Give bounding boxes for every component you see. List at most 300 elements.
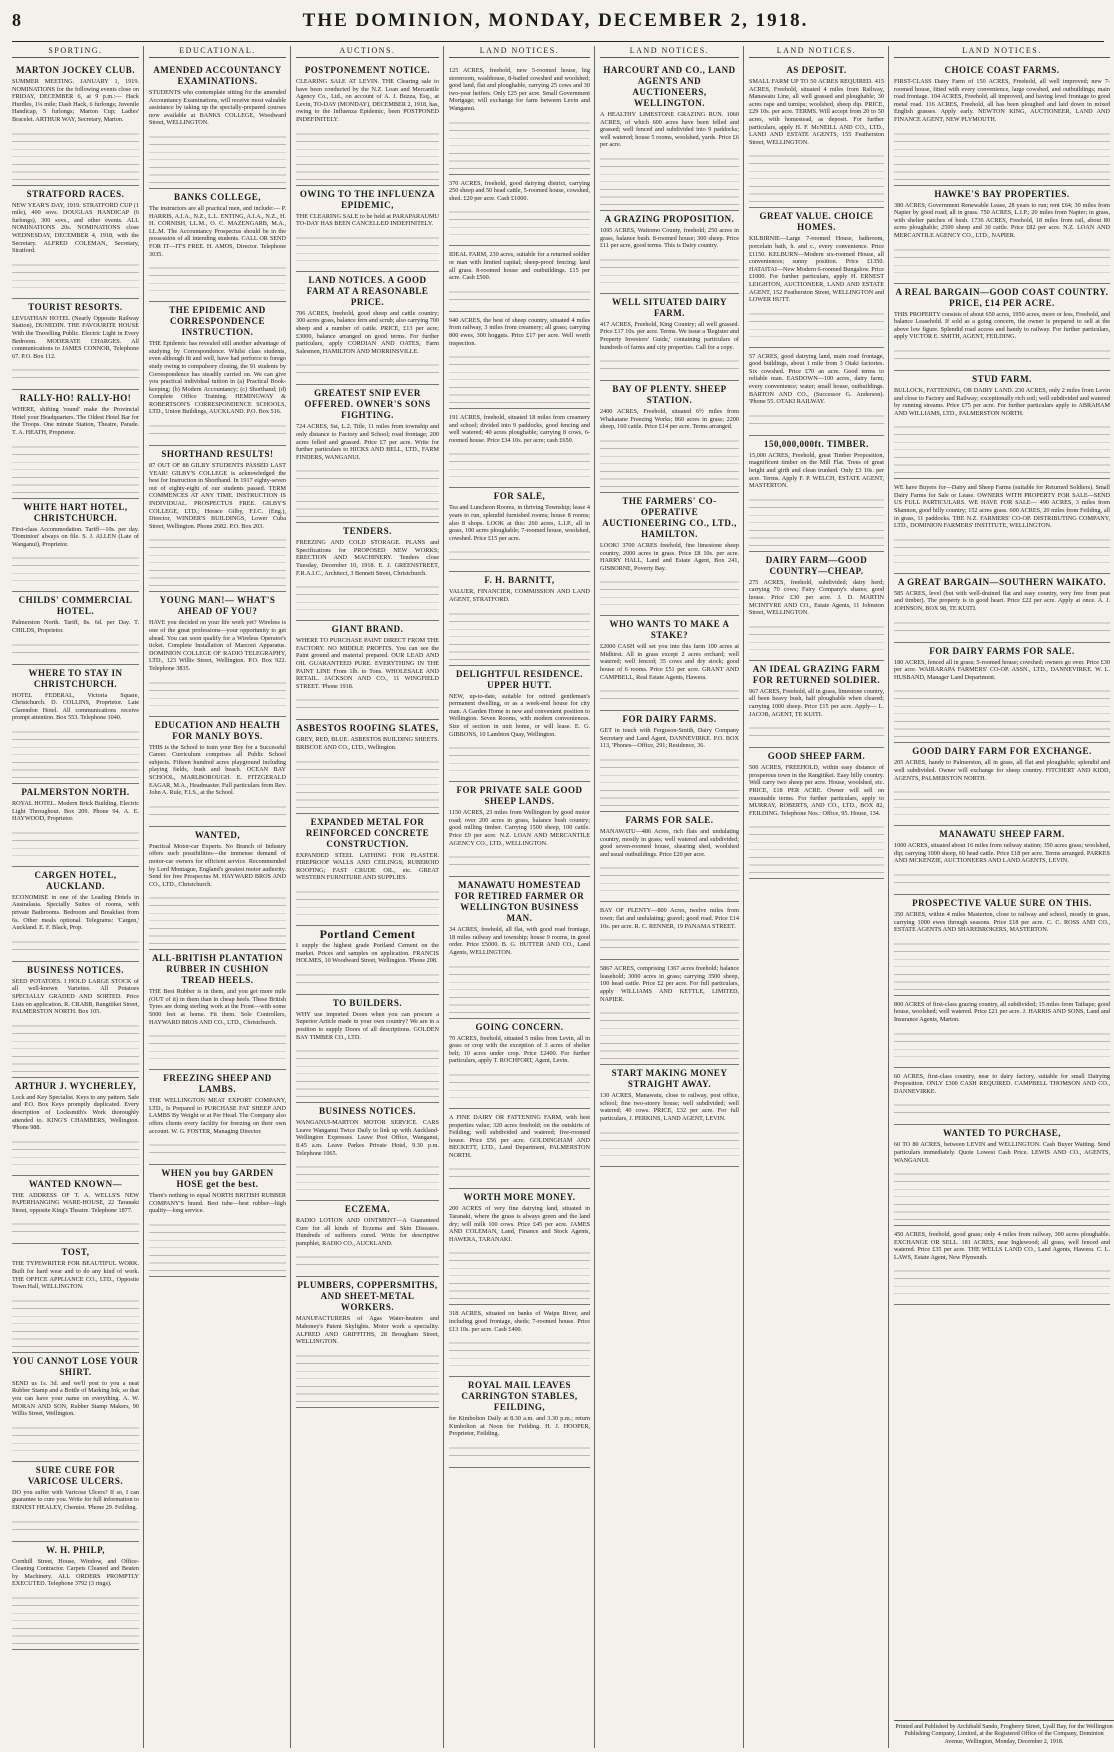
small-print-lines	[894, 617, 1110, 637]
ad-body: The instructors are all practical men, and include:— P. HARRIS, A.I.A., N.Z., L.L. ENTING, A.I.A., N.Z., H. H. CORNISH, LL.M., O. C. MAZENGARB, M.A., LL.M. The Accountancy Prospectus should be in the possession of all intending students. CALL OR SEND FOR IT—IT'S FREE. H. AMOS, Director. Telephone 3035.	[149, 204, 286, 258]
advertisement	[749, 661, 884, 748]
column-heading: LAND NOTICES.	[749, 46, 884, 58]
ad-title: WANTED,	[194, 829, 241, 840]
ad-title: FREEZING SHEEP AND LAMBS.	[163, 1073, 272, 1095]
ad-title: BAY OF PLENTY. SHEEP STATION.	[612, 384, 727, 406]
ad-body: Practical Motor-car Experts. No Branch of Industry offers such possibilities—the immense demand of motor-car owners for efficient service. Recommended by Lord Montague, England's greatest motor authority. Send for free Prospectus M. HAYWARD BROS AND CO., LTD., Christchurch.	[149, 842, 286, 888]
ad-title: GOOD SHEEP FARM.	[767, 751, 866, 762]
advertisement	[894, 284, 1110, 371]
advertisement	[12, 299, 139, 391]
ad-title: BUSINESS NOTICES.	[26, 964, 125, 975]
ad-title: RALLY-HO! RALLY-HO!	[19, 393, 132, 404]
ad-body: 275 ACRES, freehold, subdivided; dairy herd; carrying 70 cows; Fairy Company's shares; good house. Price £30 per acre. J. D. MARTIN MCINTYRE AND CO., Estate Agents, 11 Johnston Street, WELLINGTON.	[749, 578, 884, 617]
ad-body: NEW, up-to-date, suitable for retired gentleman's permanent dwelling, or as a week-end house for city man. A Garden Home in new and convenient position to Wellington. Seven Rooms, with modern conveniences. Size of section in unit home, or will lease. E. G. GIBBONS, 10 Lambton Quay, Wellington.	[449, 692, 590, 738]
advertisement	[749, 208, 884, 347]
advertisement	[449, 1019, 590, 1109]
ad-title: TOST,	[61, 1247, 90, 1258]
small-print-lines	[296, 581, 439, 615]
advertisement	[449, 312, 590, 409]
ad-body: BAY OF PLENTY—800 Acres, twelve miles from town; flat and undulating; gravel; good road. Price £14 10s. per acre. R. C. RENNER, 19 PANAMA STREET.	[600, 907, 739, 930]
ad-title: WHEN you buy GARDEN HOSE get the best.	[161, 1168, 274, 1190]
small-print-lines	[894, 1028, 1110, 1062]
ad-title: ASBESTOS ROOFING SLATES,	[296, 723, 439, 734]
ad-title: FOR PRIVATE SALE GOOD SHEEP LANDS.	[456, 785, 583, 807]
small-print-lines	[12, 552, 139, 586]
ad-body: THE ADDRESS OF T. A. WELLS'S NEW PAPERHANGING WARE-HOUSE, 22 Taranaki Street, opposite King's Theatre. Telephone 1877.	[12, 1191, 139, 1214]
advertisement	[894, 479, 1110, 574]
small-print-lines	[296, 1161, 439, 1195]
ad-body: HOTEL FEDERAL, Victoria Square, Christchurch. D. COLLINS, Proprietor. Late Clarendon Hotel. All communications receive prompt attention. Box 553. Telephone 1040.	[12, 691, 139, 722]
small-print-lines	[149, 534, 286, 586]
ad-body: 318 ACRES, situated on banks of Waipu River, and including good frontage, sheds; 7-roomed house. Price £13 10s. per acre. Cash £400.	[449, 1310, 590, 1333]
small-print-lines	[296, 1251, 439, 1271]
ad-body: 60 ACRES, first-class country, near to dairy factory, suitable for small Dairying Proposition. ONLY £300 CASH REQUIRED. CAMPBELL THOMSON AND CO., DANNEVIRKE.	[894, 1072, 1110, 1095]
advertisement	[296, 621, 439, 720]
ad-body: FREEZING AND COLD STORAGE. PLANS and Specifications for PROPOSED NEW WORKS; ERECTION AND MACHINERY. Tenders close Tuesday, December 10, 1918. E. J. GREENSTREET, F.R.A.I.C., Architect, 3 Bennett Street, Christchurch.	[296, 539, 439, 577]
ad-title: EDUCATION AND HEALTH FOR MANLY BOYS.	[154, 719, 281, 741]
advertisement	[894, 826, 1110, 895]
ad-title: CHILDS' COMMERCIAL HOTEL.	[18, 595, 133, 617]
ad-body: THE WELLINGTON MEAT EXPORT COMPANY, LTD., Is Prepared to PURCHASE FAT SHEEP AND LAMBS By Weight or at Per Head. The Company also offers clients every facility for freezing on their own account. W. G. FOSTER, Managing Director.	[149, 1097, 286, 1135]
advertisement	[600, 616, 739, 711]
ad-title: GOOD DAIRY FARM FOR EXCHANGE.	[912, 746, 1092, 757]
ad-body: BULLOCK, FATTENING, OR DAIRY LAND. 230 ACRES, only 2 miles from Levin and close to Factory and Railway; exceptionally rich soil; well subdivided and watered by running streams. Price £75 per acre. For further particulars apply to ABRAHAM AND WILLIAMS, LTD., PALMERSTON NORTH.	[894, 386, 1110, 417]
advertisement	[894, 371, 1110, 479]
ad-body: SMALL FARM UP TO 50 ACRES REQUIRED. 415 ACRES, Freehold, situated 4 miles from Railway, Manawatu Line, all well grassed and ploughable; 30 acres rape and turnips; woolshed, sheep dip. PRICE, £29 10s. per acre. TERMS. Will accept from 20 to 50 acres, with homestead, as deposit. For further particulars, apply H. F. McNEILL AND CO., LTD., LAND AND ESTATE AGENTS, 155 Featherston Street, WELLINGTON.	[749, 78, 884, 146]
ad-body: CLEARING SALE AT LEVIN. THE Clearing sale to have been conducted by the N.Z. Loan and Mercantile Agency Co., Ltd., on account of A. J. Buzza, Esq., at Levin, TO-DAY (MONDAY), DECEMBER 2, 1918, has, owing to the Influenza Epidemic, been POSTPONED INDEFINITELY.	[296, 78, 439, 123]
small-print-lines	[894, 128, 1110, 180]
ad-body: Lock and Key Specialist. Keys to any pattern. Safe and P.O. Box Keys promptly duplicated. Every description of Locksmith's Work thoroughly attended to. KING'S CHAMBERS, Wellington. 'Phone 988.	[12, 1093, 139, 1132]
small-print-lines	[894, 421, 1110, 473]
advertisement	[296, 186, 439, 272]
column-2	[149, 46, 291, 1748]
advertisement	[296, 720, 439, 813]
ad-title: YOUNG MAN!— WHAT'S AHEAD OF YOU?	[159, 595, 276, 617]
small-print-lines	[12, 364, 139, 384]
ad-title: TOURIST RESORTS.	[28, 301, 123, 312]
advertisement	[296, 523, 439, 621]
ad-title: HAWKE'S BAY PROPERTIES.	[934, 188, 1070, 199]
ad-title: F. H. BARNITT,	[484, 575, 555, 586]
ad-body: STUDENTS who contemplate sitting for the amended Accountancy Examinations, will receive most valuable assistance by taking up the specially-prepared courses now available at BANKS COLLEGE, Woodward Street, WELLINGTON.	[149, 89, 286, 127]
small-print-lines	[449, 1069, 590, 1103]
ad-title: SURE CURE FOR VARICOSE ULCERS.	[27, 1464, 124, 1486]
small-print-lines	[600, 685, 739, 705]
small-print-lines	[600, 934, 739, 954]
advertisement	[149, 189, 286, 302]
ad-title: WANTED KNOWN—	[28, 1178, 123, 1189]
ad-body: 191 ACRES, freehold, situated 18 miles from creamery and school; divided into 9 paddocks, good fencing and well watered; 40 acres ploughable; carrying 8 cows, 6-roomed house. Price £34 10s. per acre; cash £650.	[449, 414, 590, 444]
ad-body: VALUER, FINANCIER, COMMISSION AND LAND AGENT, STRATFORD.	[449, 588, 590, 604]
small-print-lines	[600, 754, 739, 806]
small-print-lines	[296, 694, 439, 714]
column-6	[749, 46, 889, 1748]
ad-title: WHITE HART HOTEL, CHRISTCHURCH.	[23, 501, 128, 523]
column-heading: EDUCATIONAL.	[149, 46, 286, 58]
ad-body: DO you suffer with Varicose Ulcers? If so, I can guarantee to cure you. Write for full information to ERNEST HEALEY, Chemist. 'Phone 29. Feilding.	[12, 1488, 139, 1511]
small-print-lines	[600, 435, 739, 487]
ad-body: 180 ACRES, fenced all in grass; 5-roomed house; cowshed; owners go over. Price £30 per acre. WAIRARAPA FARMERS' CO-OP. ASSN., LTD., DANNEVIRKE. W. L. HUSBAND, Manager Land Department.	[894, 658, 1110, 681]
advertisement	[600, 960, 739, 1065]
advertisement	[149, 1165, 286, 1277]
ad-body: LEVIATHAN HOTEL (Nearly Opposite Railway Station), DUNEDIN. THE FAVOURITE HOUSE With the Travelling Public. Electric Light in Every Bedroom. MODERATE CHARGES. All communications to JAMES CONNOR, Telephone 67. P.O. Box 112.	[12, 314, 139, 360]
advertisement	[149, 950, 286, 1070]
ad-body: 1000 ACRES, situated about 16 miles from railway station; 350 acres grass; woolshed, dip; carrying 1000 sheep, 60 head cattle. Price £18 per acre. Terms arranged. PARKES AND MCKENZIE, AUCTIONEERS AND LAND AGENTS, LEVIN.	[894, 842, 1110, 865]
ad-title: A REAL BARGAIN—GOOD COAST COUNTRY. PRICE, £14 PER ACRE.	[895, 286, 1109, 308]
small-print-lines	[894, 786, 1110, 820]
ad-body: 60 TO 80 ACRES, between LEVIN and WELLINGTON. Cash Buyer Waiting. Send particulars immediately. Quote Lowest Cash Price. LEWIS AND CO., AGENTS, WANGANUI.	[894, 1141, 1110, 1164]
small-print-lines	[449, 206, 590, 240]
small-print-lines	[12, 1516, 139, 1536]
small-print-lines	[449, 851, 590, 871]
small-print-lines	[149, 677, 286, 711]
advertisement	[296, 814, 439, 926]
small-print-lines	[600, 576, 739, 610]
ad-body: 200 ACRES of very fine dairying land, situated in Taranaki, where the grass is always green and the land dry; will milk 100 cows. Price £45 per acre. JAMES AND COLEMAN, Land, Finance and Stock Agents, HAWERA, TARANAKI.	[449, 1205, 590, 1243]
ad-title: A GRAZING PROPOSITION.	[604, 213, 735, 224]
ad-body: 87 OUT OF 88 GILBY STUDENTS PASSED LAST YEAR! GILBY'S COLLEGE is acknowledged the best for Instruction in Shorthand. In 1917 eighty-seven out of eighty-eight of our students passed. TERM COMMENCES AT ANY TIME. INSTRUCTION IS INDIVIDUAL. PROSPECTUS FREE. GILBY'S COLLEGE, LTD., Horace Gilby, F.I.C. (Eng.), Director, WINDER'S BUILDINGS, Lower Cuba Street, Wellington. Phone 2682. P.O. Box 203.	[149, 462, 286, 530]
small-print-lines	[12, 1422, 139, 1456]
ad-title: ECZEMA.	[344, 1204, 391, 1215]
ad-title: WELL SITUATED DAIRY FARM.	[611, 296, 728, 318]
ad-title: FOR DAIRY FARMS FOR SALE.	[929, 645, 1075, 656]
ad-body: GET in touch with Ferguson-Smith, Dairy Company Secretary and Land Agent, DANNEVIRKE. P.O. BOX 113, 'Phones—Office, 291; Residence, 36.	[600, 727, 739, 750]
ad-body: FIRST-CLASS Dairy Farm of 150 ACRES, Freehold, all well improved; new 7-roomed house, fitted with every convenience, large cowshed, and outbuildings; main road frontage. 104 ACRES, Freehold, all improved, and having level frontage to good metal road. 116 ACRES, Freehold, all has been ploughed and laid down in mixed English grasses. Apply early. NEWTON KING, AUCTIONEER, LAND AND FINANCE AGENT, NEW PLYMOUTH.	[894, 78, 1110, 123]
ad-body: WHERE, shifting 'round' make the Provincial Hotel your Headquarters. The Oldest Hotel Bar for the Troops. One minute Station, Theatre, Parade. T. A. HEATH, Proprietor.	[12, 406, 139, 437]
ad-title: EXPANDED METAL FOR REINFORCED CONCRETE CONSTRUCTION.	[305, 816, 430, 849]
small-print-lines	[600, 1127, 739, 1161]
small-print-lines	[894, 1265, 1110, 1299]
small-print-lines	[749, 621, 884, 655]
small-print-lines	[894, 1099, 1110, 1119]
ad-title: ALL-BRITISH PLANTATION RUBBER IN CUSHION TREAD HEELS.	[152, 953, 283, 986]
ad-body: ROYAL HOTEL. Modern Brick Building. Electric Light Throughout. Box 209. Phone 94. A. E. HAYWOOD, Proprietor.	[12, 800, 139, 823]
ad-title: POSTPONEMENT NOTICE.	[304, 65, 431, 75]
advertisement	[600, 902, 739, 960]
column-heading: LAND NOTICES.	[449, 46, 590, 58]
masthead	[12, 10, 1104, 42]
advertisement	[749, 62, 884, 208]
column-3	[296, 46, 444, 1748]
ad-body: THE Best Rubber is in them, and you get more mile (OUT of it) in them than in cheap heels. These British Tyres are doing sterling work at the Front—with some 5000 feet at home. Fit them. Sole Controllers, HAYWARD BROS AND CO., LTD., Christchurch.	[149, 988, 286, 1026]
small-print-lines	[149, 420, 286, 440]
ad-title: PALMERSTON NORTH.	[21, 787, 130, 797]
small-print-lines	[149, 262, 286, 296]
small-print-lines	[296, 359, 439, 379]
advertisement	[149, 302, 286, 446]
small-print-lines	[449, 961, 590, 1013]
small-print-lines	[600, 1007, 739, 1059]
ad-title: TO BUILDERS.	[332, 997, 403, 1008]
advertisement	[894, 996, 1110, 1068]
ad-body: 800 ACRES of first-class grazing country, all subdivided; 15 miles from Taihape; good house, woolshed; well watered. Price £21 per acre. J. HARRIS AND SONS, Land and Insurance Agents, Marton.	[894, 1000, 1110, 1023]
ad-body: 380 ACRES, Government Renewable Lease, 28 years to run; rent £64; 30 miles from Napier by good road; all in grass. 750 ACRES, L.I.P.; 20 miles from Napier; in grass, with shelter patches of bush. 1736 ACRES, Freehold, 18 miles from rail, about 80 acres ploughable; 2500 sheep and 30 cattle. Price £82 per acre. N.Z. LOAN AND MERCANTILE AGENCY CO., LTD., NAPIER.	[894, 201, 1110, 239]
advertisement	[12, 1078, 139, 1176]
ad-body: First-class Accommodation. Tariff—10s. per day. 'Dominion' always on file. S. J. ALLEN (Late of Wanganui), Proprietor.	[12, 525, 139, 548]
page-number: 8	[12, 10, 21, 30]
advertisement	[449, 1189, 590, 1305]
small-print-lines	[894, 869, 1110, 889]
small-print-lines	[149, 131, 286, 183]
ad-title: W. H. PHILP,	[45, 1544, 106, 1555]
advertisement	[12, 665, 139, 784]
advertisement	[296, 1201, 439, 1277]
ad-title: BANKS COLLEGE,	[173, 191, 262, 202]
ad-body: WHERE TO PURCHASE PAINT DIRECT FROM THE FACTORY. NO MIDDLE PROFITS. You can see the Paint ground and material prepared. OUR LEAD AND OIL GUARANTEED PURE. EVERYTHING IN THE PAINT LINE From 1lb. to Tons. WHOLESALE AND RETAIL. JACKSON AND CO., 11 WINGFIELD STREET. 'Phone 1918.	[296, 637, 439, 690]
advertisement	[449, 409, 590, 488]
ad-body: SEND us 1s. 3d. and we'll post to you a neat Rubber Stamp and a Bottle of Marking Ink, so that you can have your name on everything. A. W. MORAN AND SON, Rubber Stamp Makers, 90 Willis Street, Wellington.	[12, 1379, 139, 1418]
advertisement	[600, 381, 739, 493]
advertisement	[600, 294, 739, 381]
ad-title: HARCOURT AND CO., LAND AGENTS AND AUCTIONEERS, WELLINGTON.	[603, 65, 736, 108]
small-print-lines	[12, 639, 139, 659]
advertisement	[749, 436, 884, 552]
advertisement	[296, 272, 439, 386]
ad-body: 1150 ACRES, 23 miles from Wellington by good motor road; over 200 acres in grass, balance bush country; good milling timber. Carrying 1500 sheep, 100 cattle. Price £9 per acre. N.Z. LOAN AND MERCANTILE AGENCY CO., LTD., WELLINGTON.	[449, 809, 590, 847]
advertisement	[12, 1244, 139, 1352]
advertisement	[749, 748, 884, 879]
ad-title: CHOICE COAST FARMS.	[944, 65, 1060, 75]
ad-title: WORTH MORE MONEY.	[463, 1192, 576, 1203]
ad-body: Tea and Luncheon Rooms, in thriving Township; lease 4 years to run, splendid furnished rooms; house 8 rooms; also 8 shops. LOOK at this: 260 acres, L.I.P., all in grass, 100 acres ploughable; 7-roomed house, woolshed, cowshed. Price £15 per acre.	[449, 504, 590, 542]
small-print-lines	[12, 128, 139, 180]
small-print-lines	[600, 355, 739, 375]
ad-body: 15,000 ACRES, Freehold, great Timber Proposition, magnificent timber on the Mill Flat. Trees of great height and girth and clean trunked. Only £3 10s. per acre. Terms. Apply F. P. WELCH, ESTATE AGENT, MASTERTON.	[749, 451, 884, 490]
advertisement	[600, 211, 739, 294]
column-5	[600, 46, 744, 1748]
advertisement	[449, 572, 590, 665]
small-print-lines	[296, 1350, 439, 1402]
column-heading: AUCTIONS.	[296, 46, 439, 58]
advertisement	[149, 717, 286, 827]
ad-body: A HEALTHY LIMESTONE GRAZING RUN. 1060 ACRES, of which 600 acres have been felled and grassed; well fenced and subdivided into 9 paddocks; well watered; house 5 rooms, woolshed, yards. Price £6 per acre.	[600, 111, 739, 149]
ad-body: 706 ACRES, freehold, good sheep and cattle country; 300 acres grass, balance fern and scrub; also carrying 700 sheep and a number of cattle. PRICE, £13 per acre; £3000, balance arranged on good terms. For further particulars, apply CORDIAN AND OATES, Farm Salesmen, HAMILTON AND MORRINSVILLE.	[296, 309, 439, 355]
advertisement	[12, 1462, 139, 1542]
small-print-lines	[12, 1136, 139, 1170]
advertisement	[12, 390, 139, 498]
advertisement	[449, 1109, 590, 1190]
advertisement	[449, 666, 590, 783]
small-print-lines	[600, 153, 739, 205]
ad-body: 5867 ACRES, comprising 1367 acres freehold; balance leasehold; 3000 acres in grass; carrying 3500 sheep, 100 head cattle. Price £2 per acre. For full particulars, apply WILLIAMS AND KETTLE, LIMITED, NAPIER.	[600, 965, 739, 1003]
ad-title: STRATFORD RACES.	[26, 188, 125, 199]
ad-body: 370 ACRES, freehold, good dairying district, carrying 250 sheep and 50 head cattle, 5-roomed house, cowshed, shed. £20 per acre. Cash £1000.	[449, 179, 590, 202]
advertisement	[149, 827, 286, 951]
small-print-lines	[12, 936, 139, 956]
ad-body: I supply the highest grade Portland Cement on the market. Prices and samples on application. FRANCIS HOLMES, 10 Woodward Street, Wellington. 'Phone 208.	[296, 941, 439, 965]
advertisement	[894, 186, 1110, 284]
small-print-lines	[894, 1168, 1110, 1220]
small-print-lines	[149, 1139, 286, 1159]
advertisement	[449, 1305, 590, 1377]
advertisement	[894, 574, 1110, 643]
advertisement	[12, 784, 139, 867]
small-print-lines	[749, 821, 884, 873]
ad-body: 940 ACRES, the best of sheep country, situated 4 miles from railway, 3 miles from creamery; all grass; carrying 800 ewes, 300 hoggets. Price £17 per acre. Well worth inspection.	[449, 316, 590, 347]
advertisement	[296, 385, 439, 523]
small-print-lines	[894, 938, 1110, 990]
ad-body: WHY use imported Doors when you can procure a Superior Article made in your own country? We are in a position to supply Doors of all descriptions. GOLDEN BAY TIMBER CO., LTD.	[296, 1010, 439, 1041]
advertisement	[149, 62, 286, 189]
small-print-lines	[12, 827, 139, 861]
advertisement	[894, 1226, 1110, 1305]
ad-body: Cornhill Street, House, Window, and Office-Cleaning Contractor. Carpets Cleaned and Beaten by Machinery. ALL ORDERS PROMPTLY EXECUTED. Telephone 3792 (3 rings).	[12, 1557, 139, 1588]
advertisement	[894, 643, 1110, 744]
ad-body: WANGANUI-MARTON MOTOR SERVICE. CARS Leave Wanganui Twice Daily to link up with Auckland-Wellington Expresses. Leave Post Office, Wanganui, 8.45 a.m. Leave Parkes Private Hotel, 9.30 p.m. Telephone 1065.	[296, 1119, 439, 1157]
advertisement	[449, 877, 590, 1018]
small-print-lines	[449, 351, 590, 403]
advertisement	[894, 1125, 1110, 1226]
small-print-lines	[296, 232, 439, 266]
small-print-lines	[449, 448, 590, 482]
ad-title: MANAWATU HOMESTEAD FOR RETIRED FARMER OR WELLINGTON BUSINESS MAN.	[454, 880, 585, 924]
small-print-lines	[12, 1295, 139, 1347]
small-print-lines	[749, 150, 884, 202]
ad-title: A GREAT BARGAIN—SOUTHERN WAIKATO.	[897, 576, 1107, 587]
small-print-lines	[749, 722, 884, 742]
advertisement	[449, 488, 590, 572]
ad-title: PROSPECTIVE VALUE SURE ON THIS.	[912, 897, 1092, 908]
ad-body: MANAWATU—486 Acres, rich flats and undulating country, mostly in grass; well watered and subdivided; good seven-roomed house, shearing shed, woolshed and usual outbuildings. Price £20 per acre.	[600, 828, 739, 858]
ad-title: WHERE TO STAY IN CHRISTCHURCH.	[28, 667, 123, 689]
ad-body: £2000 CASH will set you into this farm 100 acres at Midhirst. All in grass except 2 acres orchard; well watered; well fenced; 35 cows and dry stock; good house of 6 rooms. Price £51 per acre. GRANT AND CAMPBELL, Real Estate Agents, Hawera.	[600, 643, 739, 681]
advertisement	[600, 1065, 739, 1166]
newspaper-title: THE DOMINION, MONDAY, DECEMBER 2, 1918.	[302, 10, 809, 31]
ad-title: CARGEN HOTEL, AUCKLAND.	[34, 869, 117, 891]
small-print-lines	[449, 1163, 590, 1183]
column-heading: SPORTING.	[12, 46, 139, 58]
ad-title: GREATEST SNIP EVER OFFERED. OWNER'S SONS FIGHTING.	[304, 388, 431, 421]
ad-body: 417 ACRES, Freehold, King Country; all well grassed. Price £17 10s. per acre. Terms. We issue a 'Register and Property Investors' Guide,' containing particulars of hundreds of farms and city properties. Call for a copy.	[600, 320, 739, 351]
small-print-lines	[749, 308, 884, 342]
small-print-lines	[894, 345, 1110, 365]
small-print-lines	[894, 244, 1110, 278]
advertisement	[296, 62, 439, 186]
advertisement	[749, 348, 884, 436]
advertisement	[296, 926, 439, 995]
ad-body: 34 ACRES, freehold, all flat, with good road frontage, 18 miles railway and township; house 9 rooms, in good order. Price £5000. B. G. HUTTER AND CO., Land Agents, WELLINGTON.	[449, 926, 590, 956]
ad-body: 350 ACRES, within 4 miles Masterton, close to railway and school, mostly in grass, carrying 1000 ewes through seasons. Price £18 per acre. C. C. ROSS AND CO., ESTATE AGENTS AND SHAREBROKERS, MASTERTON.	[894, 910, 1110, 934]
small-print-lines	[149, 892, 286, 944]
ad-title: Portland Cement	[319, 926, 416, 941]
small-print-lines	[449, 1247, 590, 1299]
ad-title: TENDERS.	[343, 526, 392, 537]
advertisement	[600, 62, 739, 211]
ad-title: LAND NOTICES. A GOOD FARM AT A REASONABLE PRICE.	[306, 274, 429, 307]
small-print-lines	[749, 494, 884, 546]
small-print-lines	[12, 1020, 139, 1072]
ad-title: FOR DAIRY FARMS.	[622, 714, 717, 725]
column-heading: LAND NOTICES.	[894, 46, 1110, 58]
ad-body: ECONOMISE in one of the Leading Hotels in Australasia. Specially Suites of rooms, with private Bathrooms. Bedroom and Breakfast from 6s. Other meals optional. Telegrams: 'Cargen,' Auckland. E. F. Black, Prop.	[12, 893, 139, 932]
ad-title: MANAWATU SHEEP FARM.	[939, 829, 1065, 840]
ad-body: 500 ACRES, FREEHOLD, within easy distance of prosperous town in the Rangitikei. Easy hilly country. Well carry two sheep per acre. House, woolshed, etc. PRICE, £18 PER ACRE. Owner will sell on reasonable terms. For further particulars, apply to MURRAY, ROBERTS, AND CO., LTD., BOX 82, FEILDING. Telephone Nos.: Office, 95. House, 134.	[749, 764, 884, 817]
advertisement	[449, 1377, 590, 1468]
ad-title: DELIGHTFUL RESIDENCE. UPPER HUTT.	[455, 668, 584, 690]
ad-title: MARTON JOCKEY CLUB.	[16, 65, 135, 75]
ad-title: OWING TO THE INFLUENZA EPIDEMIC,	[299, 188, 436, 210]
small-print-lines	[600, 254, 739, 288]
ad-body: EXPANDED STEEL LATHING FOR PLASTER. FIREPROOF WALLS AND CEILINGS; RUBEROID ROOFING; FAST CRUDE OIL, etc. GREAT WESTERN FURNITURE AND SUPPLIES.	[296, 851, 439, 882]
ad-title: ARTHUR J. WYCHERLEY,	[14, 1080, 137, 1091]
small-print-lines	[449, 742, 590, 776]
advertisement	[894, 1068, 1110, 1126]
advertisement	[149, 446, 286, 592]
small-print-lines	[449, 546, 590, 566]
ad-body: HAVE you decided on your life work yet? Wireless is one of the great professions—your opportunity to get ahead. You can soon qualify for a Wireless Operator's ticket. Complete Installation of Marconi Apparatus. DOMINION COLLEGE OF RADIO TELEGRAPHY, LTD., 123 Willis Street, Wellington. P.O. Box 922. Telephone 3835.	[149, 619, 286, 672]
ad-title: ROYAL MAIL LEAVES CARRINGTON STABLES, FEILDING,	[461, 1380, 578, 1413]
ad-title: PLUMBERS, COPPERSMITHS, AND SHEET-METAL WORKERS.	[297, 1280, 438, 1313]
advertisement	[449, 62, 590, 175]
small-print-lines	[296, 969, 439, 989]
advertisement	[894, 743, 1110, 826]
ad-title: GIANT BRAND.	[331, 624, 404, 635]
ad-body: GREY, RED, BLUE. ASBESTOS BUILDING SHEETS. BRISCOE AND CO., LTD., Wellington.	[296, 736, 439, 751]
small-print-lines	[449, 608, 590, 660]
ad-body: SEED POTATOES. I HOLD LARGE STOCK of all well-known Varieties. All Potatoes SPECIALLY GRADED AND SORTED. Price Lists on application. R. CRABB, Rangitikei Street, PALMERSTON NORTH. Box 105.	[12, 977, 139, 1016]
ad-body: A FINE DAIRY OR FATTENING FARM, with best properties value; 320 acres freehold; on the outskirts of Feilding; well subdivided and watered; five-roomed house. Price £56 per acre. GOLDINGHAM AND BECKETT, LTD., Land Department, PALMERSTON NORTH.	[449, 1113, 590, 1159]
ad-body: IDEAL FARM, 230 acres, suitable for a returned soldier or man with limited capital; sheep-proof fencing; land all grass. 8-roomed house and outbuildings. £15 per acre. Cash £500.	[449, 251, 590, 282]
ad-body: 967 ACRES, Freehold, all in grass, limestone country, all been heavy bush, half ploughable when cleared; carrying 1000 sheep. Price £15 per acre. Apply— L. JACOB, AGENT, TE KUITI.	[749, 687, 884, 718]
advertisement	[12, 62, 139, 186]
advertisement	[449, 782, 590, 877]
ad-body: THE CLEARING SALE to be held at PARAPARAUMU TO-DAY HAS BEEN CANCELLED INDEFINITELY.	[296, 212, 439, 228]
ad-body: MANUFACTURERS of Agas Water-heaters and Mahoney's Patent Skylights. Motor work a speciality. ALFRED AND GRIFFITHS, 28 Brougham Street, WELLINGTON.	[296, 1315, 439, 1346]
advertisement	[600, 711, 739, 812]
advertisement	[449, 175, 590, 247]
advertisement	[149, 1070, 286, 1165]
small-print-lines	[296, 886, 439, 920]
ad-title: FOR SALE,	[493, 491, 546, 502]
ad-title: AS DEPOSIT.	[786, 65, 847, 75]
ad-body: THE Epidemic has revealed still another advantage of studying by Correspondence. Whilst class students, even although fit and well, have had perforce to forego study owing to compulsory closing, the 91 students by Correspondence has steadily carried on. We can give you practical individual tuition in (a) Practical Book-keeping; (b) Modern Accountancy; (c) Shorthand; (d) Complete Office Training. HEMINGWAY & ROBERTSON'S CORRESPONDENCE SCHOOLS, LTD., Union Buildings, AUCKLAND. P.O. Box 516.	[149, 340, 286, 416]
ad-title: AMENDED ACCOUNTANCY EXAMINATIONS.	[153, 65, 282, 86]
advertisement	[296, 1103, 439, 1201]
ad-body: THIS is the School to train your Boy for a Successful Career. Curriculum comprises all Public School subjects. Fifteen hundred acres playground including playing fields, bush and beach. OCEAN BAY SCHOOL, MARLBOROUGH. E. FITZGERALD EAGAR, M.A., Headmaster. Full particulars from Rev. John A. Rule, F.I.S., at the School.	[149, 743, 286, 797]
small-print-lines	[12, 1592, 139, 1644]
advertisement	[749, 552, 884, 661]
ad-body: 125 ACRES, freehold, new 5-roomed house, big storeroom, washhouse, 8-bailed cowshed and woolshed; good land, flat and ploughable, carrying 25 cows and 30 two-year heifers. Only £25 per acre. Small Government Mortgage; will exchange for farm between Levin and Wanganui.	[449, 67, 590, 112]
advertisement	[149, 592, 286, 716]
ad-body: 205 ACRES, handy to Palmerston, all in grass, all flat and ploughable; splendid and well subdivided. Owner will exchange for sheep country. FITCHERT AND KIDD, AGENTS, PALMERSTON NORTH.	[894, 759, 1110, 782]
small-print-lines	[449, 1337, 590, 1371]
advertisement	[12, 499, 139, 593]
advertisement	[449, 246, 590, 311]
small-print-lines	[749, 410, 884, 430]
ad-title: SHORTHAND RESULTS!	[161, 449, 274, 460]
ad-body: THE TYPEWRITER FOR BEAUTIFUL WORK. Built for hard wear and to do any kind of work. THE OFFICE APPLIANCE CO., LTD., Opposite Town Hall, WELLINGTON.	[12, 1260, 139, 1291]
advertisement	[12, 1176, 139, 1245]
ad-title: START MAKING MONEY STRAIGHT AWAY.	[611, 1068, 728, 1090]
column-4	[449, 46, 595, 1748]
ad-title: AN IDEAL GRAZING FARM FOR RETURNED SOLDIER.	[752, 663, 881, 685]
ad-body: Palmerston North. Tariff, 8s. 6d. per Day. T. CHILDS, Proprietor.	[12, 619, 139, 635]
small-print-lines	[296, 465, 439, 517]
ad-body: There's nothing to equal NORTH BRITISH RUBBER COMPANY'S brand. Best tube—best rubber—high quality—long service.	[149, 1192, 286, 1215]
ad-title: GREAT VALUE. CHOICE HOMES.	[759, 211, 874, 233]
small-print-lines	[449, 286, 590, 306]
advertisement	[12, 1542, 139, 1650]
ad-title: WHO WANTS TO MAKE A STAKE?	[609, 619, 730, 641]
advertisement	[12, 962, 139, 1078]
ad-body: LOOK! 3700 ACRES freehold, fine limestone sheep country, 2000 acres in grass. Price £8 10s. per acre. HARRY HALL, Land and Estate Agent, Box 241, GISBORNE, Poverty Bay.	[600, 541, 739, 572]
advertisement	[296, 995, 439, 1103]
advertisement	[12, 867, 139, 962]
ad-body: RADIO LOTION AND OINTMENT—A Guaranteed Cure for all kinds of Eczema and Skin Diseases. Hundreds of sufferers cured. Write for descriptive pamphlet, RADIO CO., AUCKLAND.	[296, 1217, 439, 1247]
small-print-lines	[296, 756, 439, 808]
advertisement	[12, 186, 139, 299]
ad-body: 450 ACRES, freehold, good grass; only 4 miles from railway, 300 acres ploughable. EXCHANGE OR SELL. 181 ACRES, near Inglewood; all grass, well fenced and watered. Price £35 per acre. THE WELLS LAND CO., Land Agents, Hawera. C. L. LAWS, Estate Agent, New Plymouth.	[894, 1231, 1110, 1261]
